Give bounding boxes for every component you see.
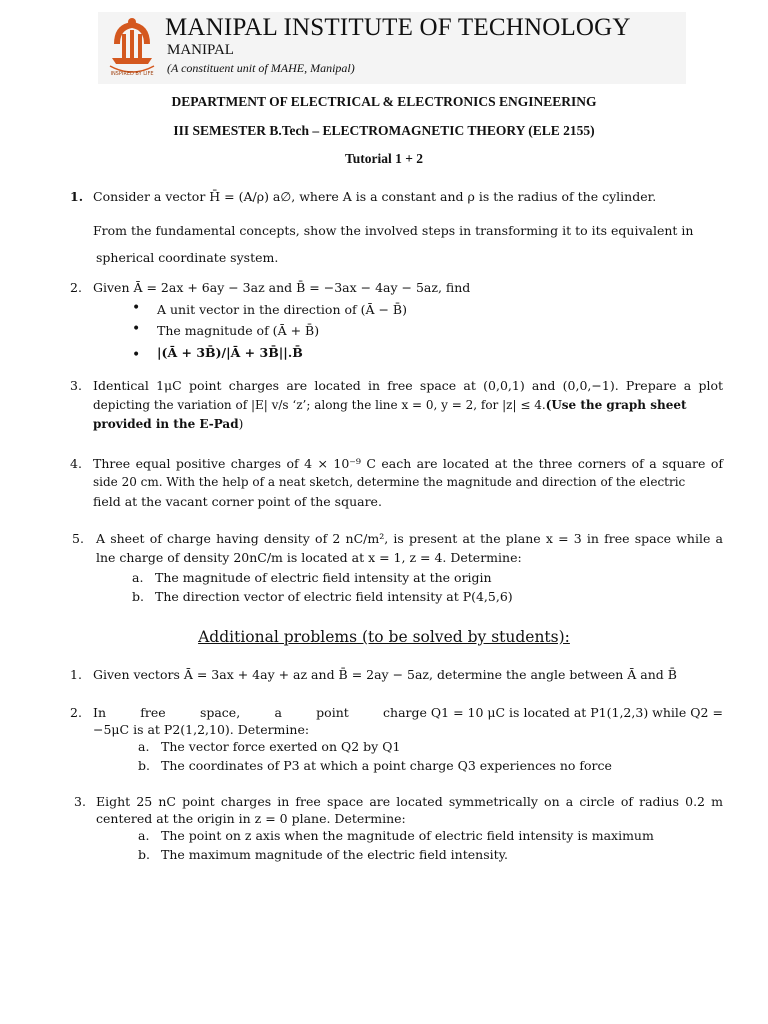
problem-3-line-2-text: depicting the variation of |E| v/s ‘z’; along the line x = 0, y = 2, for |z| ≤ 4. <box>93 398 546 412</box>
additional-problems-title: Additional problems (to be solved by students): <box>198 628 570 646</box>
problem-4-number: 4. <box>70 456 82 471</box>
additional-2-number: 2. <box>70 705 82 720</box>
sub-label-a: a. <box>138 828 150 843</box>
problem-3-close-paren: ) <box>238 417 244 431</box>
tutorial-heading: Tutorial 1 + 2 <box>344 151 424 166</box>
additional-3-number: 3. <box>74 794 86 809</box>
problem-5-part-b: The direction vector of electric field intensity at P(4,5,6) <box>155 589 513 604</box>
institute-city: MANIPAL <box>167 42 234 58</box>
bullet-marker: • <box>132 321 141 337</box>
additional-2-part-a: The vector force exerted on Q2 by Q1 <box>161 739 401 754</box>
mahe-logo <box>104 14 160 78</box>
additional-3-part-a: The point on z axis when the magnitude of electric field intensity is maximum <box>161 828 654 843</box>
additional-2-word: a <box>274 705 282 720</box>
problem-2-line-1: Given Ā = 2ax + 6ay − 3az and B̄ = −3ax − 4ay − 5az, find <box>93 280 471 295</box>
additional-2-word: charge Q1 = 10 μC is located at P1(1,2,3) while Q2 = <box>383 705 723 720</box>
problem-4-line-1: Three equal positive charges of 4 × 10⁻⁹ C each are located at the three corners of a square of <box>93 456 723 471</box>
additional-2-part-b: The coordinates of P3 at which a point charge Q3 experiences no force <box>161 758 612 773</box>
department-heading: DEPARTMENT OF ELECTRICAL & ELECTRONICS ENGINEERING <box>171 94 597 109</box>
problem-3-line-1: Identical 1μC point charges are located in free space at (0,0,1) and (0,0,−1). Prepare a plot <box>93 378 723 393</box>
problem-5-line-2: lne charge of density 20nC/m is located at x = 1, z = 4. Determine: <box>96 550 522 565</box>
additional-2-word: point <box>316 705 349 720</box>
problem-2-number: 2. <box>70 280 82 295</box>
additional-1-line-1: Given vectors Ā = 3ax + 4ay + az and B̄ = 2ay − 5az, determine the angle between Ā and B̄ <box>93 667 677 682</box>
problem-3-number: 3. <box>70 378 82 393</box>
problem-2-bullet-1: A unit vector in the direction of (Ā − B̄) <box>157 302 407 317</box>
problem-2-bullet-3: |(Ā + 3B̄)/|Ā + 3B̄||.B̄ <box>157 345 303 360</box>
problem-1-line-2: From the fundamental concepts, show the involved steps in transforming it to its equivalent in <box>93 223 694 238</box>
sub-label-a: a. <box>132 570 144 585</box>
problem-3-graph-note: (Use the graph sheet <box>545 398 687 412</box>
problem-1-line-3: spherical coordinate system. <box>96 250 279 265</box>
additional-2-word: space, <box>199 705 241 720</box>
sub-label-b: b. <box>138 847 150 862</box>
sub-label-b: b. <box>132 589 144 604</box>
additional-2-line-1 <box>93 705 723 720</box>
additional-3-line-2: centered at the origin in z = 0 plane. Determine: <box>96 811 406 826</box>
course-heading: III SEMESTER B.Tech – ELECTROMAGNETIC THEORY (ELE 2155) <box>173 123 595 138</box>
problem-3-epad-note: provided in the E-Pad <box>93 417 239 431</box>
logo-motto: INSPIRED BY LIFE <box>110 71 154 77</box>
problem-5-line-1: A sheet of charge having density of 2 nC/m², is present at the plane x = 3 in free space while a <box>96 531 723 546</box>
additional-2-word: free <box>140 705 166 720</box>
problem-4-line-2: side 20 cm. With the help of a neat sketch, determine the magnitude and direction of the electric <box>93 475 686 489</box>
problem-2-bullet-2: The magnitude of (Ā + B̄) <box>157 323 320 338</box>
additional-3-line-1: Eight 25 nC point charges in free space are located symmetrically on a circle of radius 0.2 m <box>96 794 723 809</box>
problem-3-line-2 <box>93 398 687 412</box>
problem-5-number: 5. <box>72 531 84 546</box>
problem-1-line-1: Consider a vector H̄ = (A/ρ) a∅, where A is a constant and ρ is the radius of the cylinder. <box>93 189 657 204</box>
problem-4-line-3: field at the vacant corner point of the square. <box>93 494 382 509</box>
problem-3-line-3 <box>93 417 243 431</box>
problem-1-number: 1. <box>70 189 84 204</box>
additional-1-number: 1. <box>70 667 82 682</box>
sub-label-a: a. <box>138 739 150 754</box>
additional-3-part-b: The maximum magnitude of the electric field intensity. <box>161 847 509 862</box>
additional-2-word: In <box>93 705 106 720</box>
bullet-marker: • <box>132 300 141 316</box>
bullet-marker: • <box>132 347 141 363</box>
sub-label-b: b. <box>138 758 150 773</box>
institute-name: MANIPAL INSTITUTE OF TECHNOLOGY <box>165 14 631 41</box>
problem-5-part-a: The magnitude of electric field intensity at the origin <box>155 570 492 585</box>
institute-unit: (A constituent unit of MAHE, Manipal) <box>167 61 355 75</box>
additional-2-line-2: −5μC is at P2(1,2,10). Determine: <box>93 722 310 737</box>
